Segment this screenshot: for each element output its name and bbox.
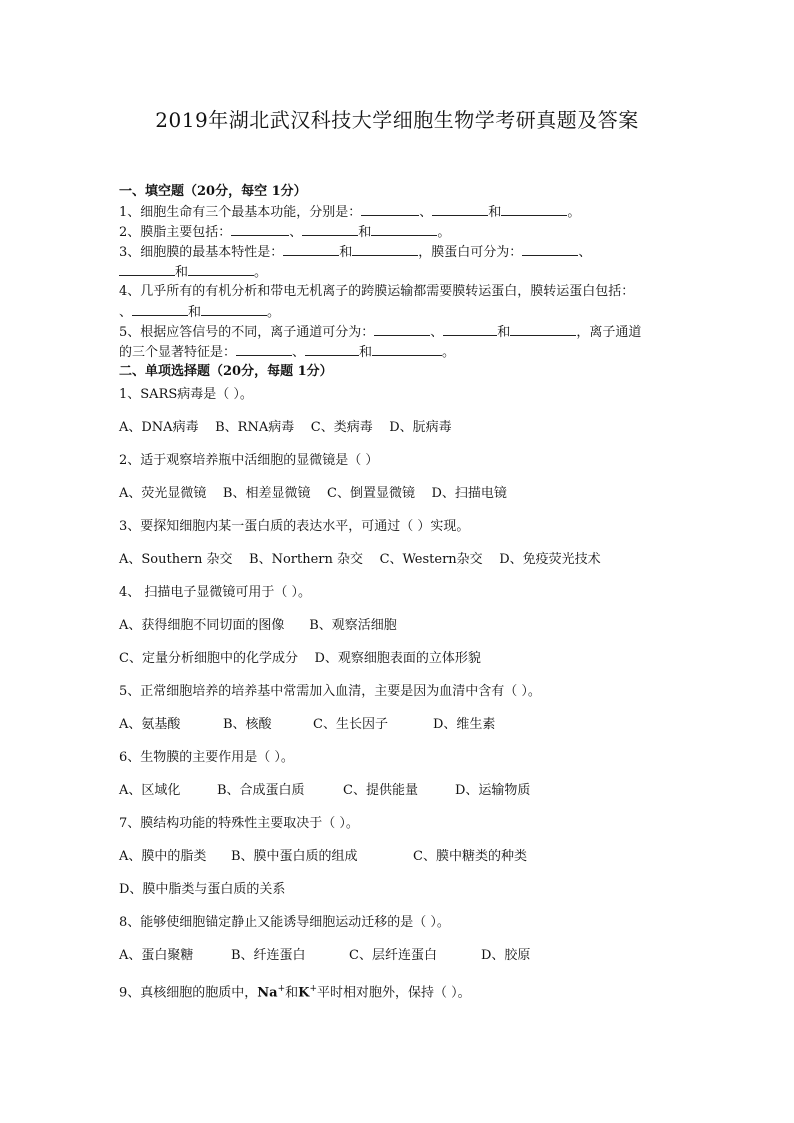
q3-and2: 和: [175, 265, 189, 280]
q5-sep2: 、: [292, 345, 306, 360]
mc-question-8: 8、能够使细胞锚定静止又能诱导细胞运动迁移的是（ ）。: [119, 915, 450, 930]
option-d: D、运输物质: [455, 783, 531, 798]
option-b: B、相差显微镜: [222, 486, 311, 501]
option-a: A、荧光显微镜: [119, 486, 207, 501]
mc-options-4b: [119, 649, 679, 669]
fill-question-3-cont: [119, 262, 679, 282]
option-a: A、氨基酸: [119, 717, 181, 732]
mc-options-3: [119, 550, 679, 570]
option-c: C、倒置显微镜: [327, 486, 415, 501]
mc-options-7a: [119, 847, 679, 867]
q4-sep: 、: [119, 305, 133, 320]
q5-and: 和: [497, 325, 511, 340]
answer-blank: [432, 202, 488, 216]
option-a: A、获得细胞不同切面的图像: [119, 618, 285, 633]
option-b: B、纤连蛋白: [231, 948, 306, 963]
q4-text: 4、几乎所有的有机分析和带电无机离子的跨膜运输都需要膜转运蛋白，膜转运蛋白包括：: [119, 284, 635, 299]
option-b: B、合成蛋白质: [217, 783, 305, 798]
answer-blank: [236, 342, 292, 356]
option-d: D、朊病毒: [389, 420, 452, 435]
answer-blank: [188, 262, 254, 276]
q2-end: 。: [437, 225, 451, 240]
q5-text3: 的三个显著特征是：: [119, 345, 237, 360]
answer-blank: [361, 202, 419, 216]
q5-sep: 、: [430, 325, 444, 340]
q5-text2: ，离子通道: [576, 325, 642, 340]
answer-blank: [522, 242, 578, 256]
q5-end: 。: [442, 345, 456, 360]
option-b: B、观察活细胞: [309, 618, 397, 633]
q3-end: 。: [254, 265, 268, 280]
section2-heading: 二、单项选择题（20分，每题 1分）: [119, 364, 333, 379]
option-c: C、层纤连蛋白: [349, 948, 437, 963]
option-d: D、胶原: [481, 948, 531, 963]
option-b: B、膜中蛋白质的组成: [231, 849, 358, 864]
option-a: A、Southern 杂交: [119, 552, 233, 567]
mc-options-2: [119, 484, 679, 504]
answer-blank: [231, 222, 289, 236]
option-d: D、膜中脂类与蛋白质的关系: [119, 882, 286, 897]
answer-blank: [119, 262, 175, 276]
fill-question-3: [119, 242, 679, 262]
q2-text: 2、膜脂主要包括：: [119, 225, 232, 240]
mc-question-9: [119, 979, 679, 999]
sodium-charge: +: [277, 984, 286, 994]
q2-sep: 、: [289, 225, 303, 240]
option-d: D、扫描电镜: [431, 486, 507, 501]
fill-question-2: [119, 222, 679, 242]
answer-blank: [201, 302, 267, 316]
document-title: 2019年湖北武汉科技大学细胞生物学考研真题及答案: [155, 108, 639, 132]
option-a: A、DNA病毒: [119, 420, 199, 435]
mc-question-7: 7、膜结构功能的特殊性主要取决于（ ）。: [119, 816, 359, 831]
fill-question-1: [119, 202, 679, 222]
mc-options-8: [119, 946, 679, 966]
q2-and: 和: [358, 225, 372, 240]
fill-question-5: [119, 322, 679, 342]
option-a: A、膜中的脂类: [119, 849, 207, 864]
answer-blank: [501, 202, 567, 216]
mc-question-3: 3、要探知细胞内某一蛋白质的表达水平，可通过（ ）实现。: [119, 519, 470, 534]
option-d: D、免疫荧光技术: [499, 552, 601, 567]
answer-blank: [443, 322, 497, 336]
q1-text: 1、细胞生命有三个最基本功能，分别是：: [119, 205, 362, 220]
potassium-charge: +: [309, 984, 318, 994]
q1-end: 。: [567, 205, 581, 220]
option-d: D、观察细胞表面的立体形貌: [314, 651, 481, 666]
q9-text2: 平时相对胞外，保持（ ）。: [317, 985, 471, 1001]
option-b: B、Northern 杂交: [249, 552, 364, 567]
answer-blank: [371, 222, 437, 236]
answer-blank: [132, 302, 188, 316]
q5-and2: 和: [359, 345, 373, 360]
answer-blank: [352, 242, 418, 256]
q1-sep: 、: [419, 205, 433, 220]
mc-options-5: [119, 715, 679, 735]
mc-question-2: 2、适于观察培养瓶中活细胞的显微镜是（ ）: [119, 453, 379, 468]
option-c: C、提供能量: [343, 783, 418, 798]
answer-blank: [372, 342, 442, 356]
option-a: A、区域化: [119, 783, 181, 798]
fill-question-4: [119, 282, 679, 302]
q3-sep: 、: [578, 245, 592, 260]
option-c: C、定量分析细胞中的化学成分: [119, 651, 298, 666]
q1-and: 和: [488, 205, 502, 220]
mc-options-7b: [119, 880, 679, 900]
option-a: A、蛋白聚糖: [119, 948, 194, 963]
q3-text: 3、细胞膜的最基本特性是：: [119, 245, 284, 260]
mc-question-1: 1、SARS病毒是（ ）。: [119, 387, 253, 402]
answer-blank: [283, 242, 339, 256]
q3-text2: ，膜蛋白可分为：: [418, 245, 523, 260]
answer-blank: [510, 322, 576, 336]
mc-question-6: 6、生物膜的主要作用是（ ）。: [119, 750, 294, 765]
q9-text: 9、真核细胞的胞质中，: [119, 985, 258, 1001]
option-c: C、Western杂交: [379, 552, 483, 567]
answer-blank: [302, 222, 358, 236]
q4-end: 。: [267, 305, 281, 320]
mc-options-4a: [119, 616, 679, 636]
option-b: B、核酸: [223, 717, 272, 732]
q5-text: 5、根据应答信号的不同，离子通道可分为：: [119, 325, 375, 340]
mc-question-4: 4、 扫描电子显微镜可用于（ ）。: [119, 585, 312, 600]
mc-options-1: [119, 418, 679, 438]
mc-options-6: [119, 781, 679, 801]
option-c: C、膜中糖类的种类: [413, 849, 527, 864]
fill-question-4-cont: [119, 302, 679, 322]
option-b: B、RNA病毒: [215, 420, 295, 435]
option-c: C、生长因子: [313, 717, 388, 732]
potassium-symbol: K: [298, 985, 310, 1001]
q4-and: 和: [188, 305, 202, 320]
option-d: D、维生素: [433, 717, 496, 732]
exam-content: [119, 182, 679, 999]
mc-question-5: 5、正常细胞培养的培养基中常需加入血清，主要是因为血清中含有（ ）。: [119, 684, 541, 699]
q3-and: 和: [339, 245, 353, 260]
fill-question-5-cont: [119, 342, 679, 362]
option-c: C、类病毒: [310, 420, 373, 435]
q9-and: 和: [285, 985, 299, 1001]
sodium-symbol: Na: [257, 985, 278, 1001]
answer-blank: [374, 322, 430, 336]
section1-heading: 一、填空题（20分，每空 1分）: [119, 184, 307, 199]
answer-blank: [305, 342, 359, 356]
